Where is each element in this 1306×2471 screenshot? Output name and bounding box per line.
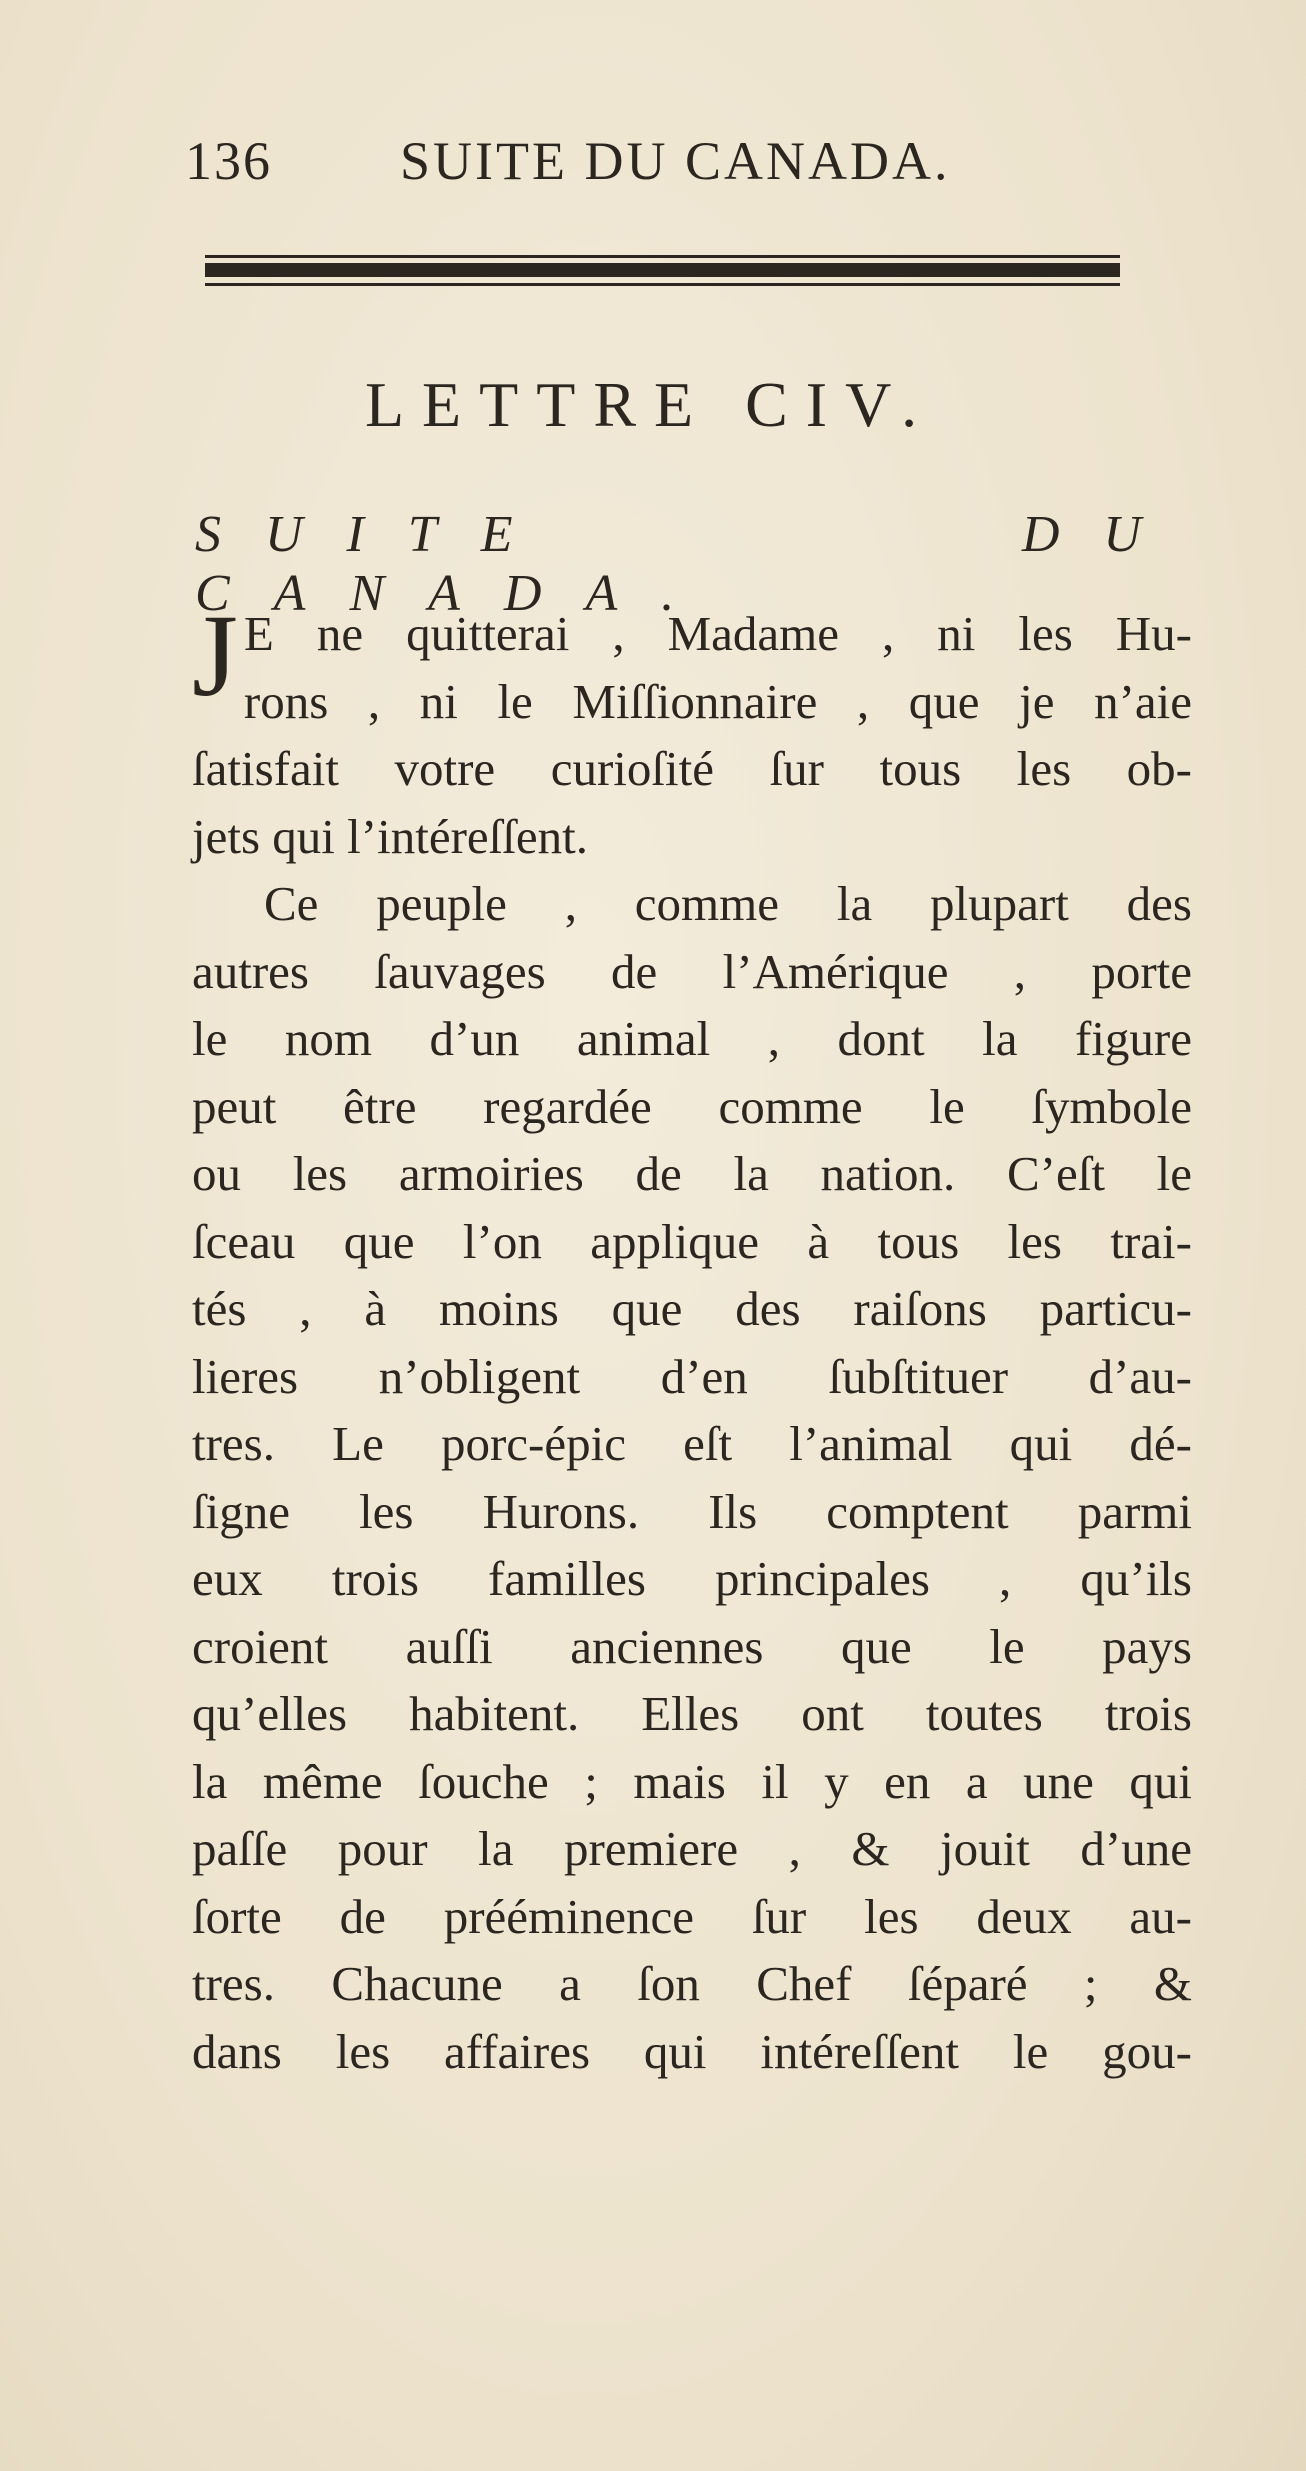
- text-line: lieres n’obligent d’en ſubſtituer d’au-: [192, 1348, 1192, 1404]
- text-line: tres. Chacune a ſon Chef ſéparé ; &: [192, 1956, 1192, 2011]
- text-line: rons , ni le Miſſionnaire , que je n’aie: [243, 673, 1192, 729]
- text-line: Ce peuple , comme la plupart des: [264, 876, 1192, 931]
- text-line: qu’elles habitent. Elles ont toutes trois: [192, 1686, 1192, 1741]
- header-rule: [205, 255, 1120, 293]
- text-line: ſatisfait votre curioſité ſur tous les ob-: [192, 741, 1192, 796]
- text-line: peut être regardée comme le ſymbole: [192, 1078, 1192, 1134]
- rule-thick-line: [205, 263, 1120, 277]
- rule-bottom-line: [205, 283, 1120, 286]
- text-line: jets qui l’intéreſſent.: [192, 808, 588, 864]
- text-line: ſorte de prééminence ſur les deux au-: [192, 1888, 1192, 1944]
- text-line: tres. Le porc-épic eſt l’animal qui dé-: [192, 1416, 1192, 1471]
- letter-subtitle: SUITE DU CANADA.: [195, 506, 1185, 622]
- text-line: ou les armoiries de la nation. C’eſt le: [192, 1146, 1192, 1201]
- body-text: [192, 590, 1192, 2085]
- text-line: croient auſſi anciennes que le pays: [192, 1618, 1192, 1674]
- paragraph-2: [192, 870, 1192, 2085]
- text-line: E ne quitterai , Madame , ni les Hu-: [243, 606, 1192, 661]
- text-line: le nom d’un animal , dont la figure: [192, 1011, 1192, 1066]
- paragraph-1: [192, 590, 1192, 870]
- text-line: la même ſouche ; mais il y en a une qui: [192, 1753, 1192, 1809]
- text-line: tés , à moins que des raiſons particu-: [192, 1281, 1192, 1336]
- text-line: dans les affaires qui intéreſſent le gou-: [192, 2023, 1192, 2079]
- drop-cap: J: [192, 590, 238, 721]
- text-line: paſſe pour la premiere , & jouit d’une: [192, 1821, 1192, 1876]
- letter-title: LETTRE CIV.: [364, 369, 936, 440]
- text-line: eux trois familles principales , qu’ils: [192, 1551, 1192, 1606]
- page-number: 136: [185, 131, 272, 191]
- rule-top-line: [205, 255, 1120, 258]
- text-line: ſceau que l’on applique à tous les trai-: [192, 1213, 1192, 1269]
- text-line: ſigne les Hurons. Ils comptent parmi: [192, 1483, 1192, 1539]
- text-line: autres ſauvages de l’Amérique , porte: [192, 943, 1192, 999]
- running-head: SUITE DU CANADA.: [400, 131, 951, 191]
